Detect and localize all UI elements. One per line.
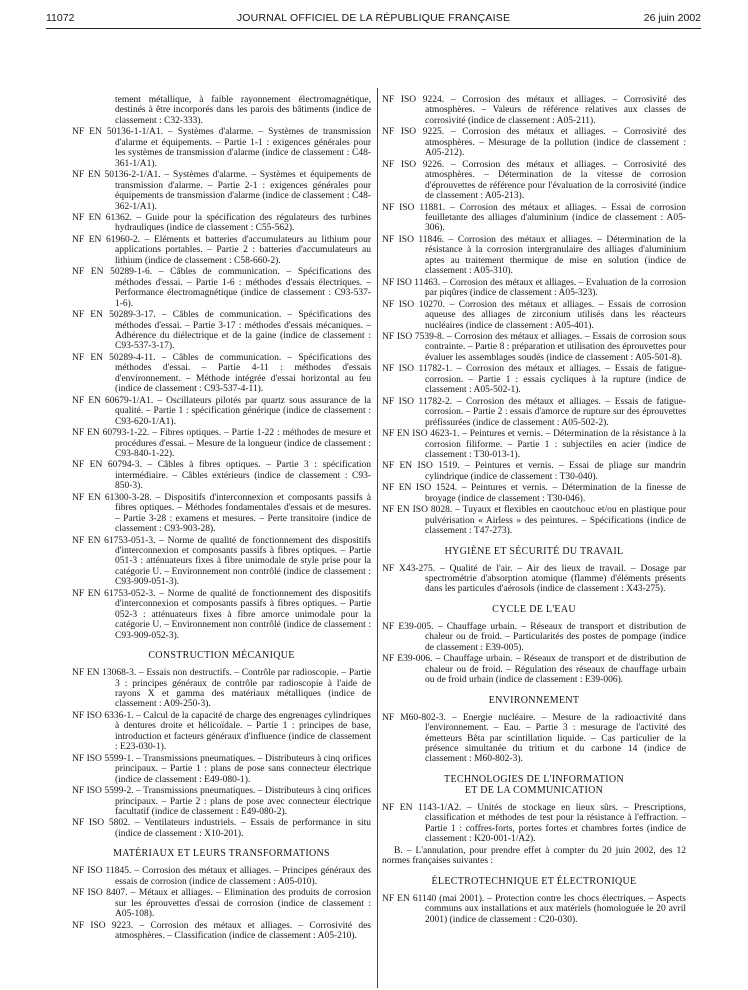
norm-entry: NF E39-006. – Chauffage urbain. – Réseaux de transport et de distribution de chaleur ou de froid. – Régulation des réseaux de chauffage urbain ou de froid urbain (indice de classement : E39-006). — [382, 654, 686, 686]
norm-entry-continued: tement métallique, à faible rayonnement électromagnétique, destinés à être incorporés dans les parois des bâtiments (indice de classement : C32-333). — [115, 95, 371, 126]
left-column — [72, 95, 371, 943]
norm-entry: NF ISO 11782-2. – Corrosion des métaux et alliages. – Essais de fatigue-corrosion. – Partie 2 : essais d'amorce de rupture sur des éprouvettes préfissurées (indice de classement : A05-502-2). — [382, 396, 686, 428]
norm-entry: NF X43-275. – Qualité de l'air. – Air des lieux de travail. – Dosage par spectrométrie d'absorption atomique (flamme) d'éléments présents dans les particules d'aérosols (indice de classement : X43-275). — [382, 563, 686, 595]
norm-entry: NF EN 50136-1-1/A1. – Systèmes d'alarme. – Systèmes de transmission d'alarme et équipements. – Partie 1-1 : exigences générales pour les systèmes de transmission d'alarme (indice de classement : C48-361-1/A1). — [72, 127, 371, 169]
norm-entry: NF EN 60679-1/A1. – Oscillateurs pilotés par quartz sous assurance de la qualité. – Partie 1 : spécification générique (indice de classement : C93-620-1/A1). — [72, 395, 371, 427]
paragraph: B. – L'annulation, pour prendre effet à compter du 20 juin 2002, des 12 normes françaises suivantes : — [382, 845, 686, 867]
norm-entry: NF ISO 11846. – Corrosion des métaux et alliages. – Détermination de la résistance à la corrosion intergranulaire des alliages d'aluminium aptes au traitement thermique de mise en solution (indice de classement : A05-310). — [382, 234, 686, 277]
section-heading: MATÉRIAUX ET LEURS TRANSFORMATIONS — [113, 848, 330, 860]
norm-entry: NF M60-802-3. – Energie nucléaire. – Mesure de la radioactivité dans l'environnement. – Eau. – Partie 3 : mesurage de l'activité des émetteurs Bêta par scintillation liquide. – Cas particulier de la présence simultanée du tritium et du carbone 14 (indice de classement : M60-802-3). — [382, 712, 686, 765]
section-heading: CONSTRUCTION MÉCANIQUE — [148, 650, 295, 662]
norm-entry: NF ISO 5599-2. – Transmissions pneumatiques. – Distributeurs à cinq orifices principaux. – Partie 2 : plans de pose avec connecteur électrique facultatif (indice de classement : E49-080-2). — [72, 786, 371, 817]
norm-entry: NF ISO 10270. – Corrosion des métaux et alliages. – Essais de corrosion aqueuse des alliages de zirconium utilisés dans les réacteurs nucléaires (indice de classement : A05-401). — [382, 299, 686, 331]
norm-entry: NF ISO 11782-1. – Corrosion des métaux et alliages. – Essais de fatigue-corrosion. – Partie 1 : essais cycliques à la rupture (indice de classement : A05-502-1). — [382, 364, 686, 396]
page-number: 11072 — [46, 12, 75, 24]
norm-entry: NF EN ISO 4623-1. – Peintures et vernis. – Détermination de la résistance à la corrosion filiforme. – Partie 1 : subjectiles en acier (indice de classement : T30-013-1). — [382, 429, 686, 460]
section-heading: ENVIRONNEMENT — [488, 694, 580, 706]
section-heading: HYGIÈNE ET SÉCURITÉ DU TRAVAIL — [444, 545, 624, 557]
norm-entry: NF EN 61300-3-28. – Dispositifs d'interconnexion et composants passifs à fibres optiques. – Méthodes fondamentales d'essais et de mesures. – Partie 3-28 : examens et mesures. – Perte transitoire (indice de classement : C93-903-28). — [72, 492, 371, 535]
norm-entry: NF ISO 11463. – Corrosion des métaux et alliages. – Evaluation de la corrosion par piqûres (indice de classement : A05-323). — [382, 277, 686, 299]
norm-entry: NF EN 50136-2-1/A1. – Systèmes d'alarme. – Systèmes et équipements de transmission d'alarme. – Partie 2-1 : exigences générales pour équipements de transmission d'alarme (indice de classement : C48-362-1/A1). — [72, 170, 371, 212]
norm-entry: NF EN 50289-4-11. – Câbles de communication. – Spécifications des méthodes d'essai. – Partie 4-11 : méthodes d'essais d'environnement. – Méthode intégrée d'essai horizontal au feu (indice de classement : C93-537-4-11). — [72, 352, 371, 395]
norm-entry: NF ISO 9226. – Corrosion des métaux et alliages. – Corrosivité des atmosphères. – Détermination de la vitesse de corrosion d'éprouvettes de référence pour l'évaluation de la corrosivité (indice de classement : A05-213). — [382, 159, 686, 202]
norm-entry: NF ISO 5599-1. – Transmissions pneumatiques. – Distributeurs à cinq orifices principaux. – Partie 1 : plans de pose sans connecteur électrique (indice de classement : E49-080-1). — [72, 753, 371, 785]
norm-entry: NF EN 1143-1/A2. – Unités de stockage en lieux sûrs. – Prescriptions, classification et méthodes de test pour la résistance à l'effraction. – Partie 1 : coffres-forts, portes fortes et chambres fortes (indice de classement : K20-001-1/A2). — [382, 802, 686, 845]
section-heading: CYCLE DE L'EAU — [492, 603, 576, 615]
norm-entry: NF ISO 9224. – Corrosion des métaux et alliages. – Corrosivité des atmosphères. – Valeurs de référence relatives aux classes de corrosivité (indice de classement : A05-211). — [382, 95, 686, 126]
norm-entry: NF EN 50289-1-6. – Câbles de communication. – Spécifications des méthodes d'essai. – Partie 1-6 : méthodes d'essais électriques. – Performance électromagnétique (indice de classement : C93-537-1-6). — [72, 267, 371, 309]
norm-entry: NF EN 61753-052-3. – Norme de qualité de fonctionnement des dispositifs d'interconnexion et composants passifs à fibres optiques. – Partie 052-3 : atténuateurs fixes à fibre amorce unimodale pour la catégorie U. – Environnement non contrôlé (indice de classement : C93-909-052-3). — [72, 588, 371, 641]
issue-date: 26 juin 2002 — [643, 12, 701, 24]
norm-entry: NF ISO 9223. – Corrosion des métaux et alliages. – Corrosivité des atmosphères. – Classification (indice de classement : A05-210). — [72, 920, 371, 942]
norm-entry: NF EN 61960-2. – Eléments et batteries d'accumulateurs au lithium pour applications portables. – Partie 2 : batteries d'accumulateurs au lithium (indice de classement : C58-660-2). — [72, 234, 371, 266]
norm-entry: NF ISO 11881. – Corrosion des métaux et alliages. – Essai de corrosion feuilletante des alliages d'aluminium (indice de classement : A05-306). — [382, 202, 686, 234]
norm-entry: NF EN 60793-1-22. – Fibres optiques. – Partie 1-22 : méthodes de mesure et procédures d'essai. – Mesure de la longueur (indice de classement : C93-840-1-22). — [72, 428, 371, 459]
norm-entry: NF ISO 6336-1. – Calcul de la capacité de charge des engrenages cylindriques à dentures droite et hélicoïdale. – Partie 1 : principes de base, introduction et facteurs généraux d'influence (indice de classement : E23-030-1). — [72, 710, 371, 753]
norm-entry: NF EN 60794-3. – Câbles à fibres optiques. – Partie 3 : spécification intermédiaire. – Câbles extérieurs (indice de classement : C93-850-3). — [72, 460, 371, 492]
norm-entry: NF ISO 8407. – Métaux et alliages. – Elimination des produits de corrosion sur les éprouvettes d'essai de corrosion (indice de classement : A05-108). — [72, 888, 371, 920]
norm-entry: NF EN ISO 1524. – Peintures et vernis. – Détermination de la finesse de broyage (indice de classement : T30-046). — [382, 483, 686, 504]
norm-entry: NF E39-005. – Chauffage urbain. – Réseaux de transport et distribution de chaleur ou de froid. – Particularités des postes de pompage (indice de classement : E39-005). — [382, 621, 686, 653]
norm-entry: NF ISO 5802. – Ventilateurs industriels. – Essais de performance in situ (indice de classement : X10-201). — [72, 818, 371, 839]
section-heading: ÉLECTROTECHNIQUE ET ÉLECTRONIQUE — [431, 875, 637, 887]
norm-entry: NF EN 61362. – Guide pour la spécification des régulateurs des turbines hydrauliques (indice de classement : C55-562). — [72, 212, 371, 234]
norm-entry: NF ISO 7539-8. – Corrosion des métaux et alliages. – Essais de corrosion sous contrainte. – Partie 8 : préparation et utilisation des éprouvettes pour évaluer les assemblages soudés (indice de classement : A05-501-8). — [382, 331, 686, 363]
norm-entry: NF EN ISO 1519. – Peintures et vernis. – Essai de pliage sur mandrin cylindrique (indice de classement : T30-040). — [382, 461, 686, 482]
norm-entry: NF ISO 11845. – Corrosion des métaux et alliages. – Principes généraux des essais de corrosion (indice de classement : A05-010). — [72, 866, 371, 887]
journal-title: JOURNAL OFFICIEL DE LA RÉPUBLIQUE FRANÇAISE — [236, 12, 511, 24]
norm-entry: NF EN 61140 (mai 2001). – Protection contre les chocs électriques. – Aspects communs aux installations et aux matériels (homologuée le 20 avril 2001) (indice de classement : C20-030). — [382, 893, 686, 925]
norm-entry: NF EN 61753-051-3. – Norme de qualité de fonctionnement des dispositifs d'interconnexion et composants passifs à fibres optiques. – Partie 051-3 : atténuateurs fixes à fibre unimodale de style prise pour la catégorie U. – Environnement non contrôlé (indice de classement : C93-909-051-3). — [72, 535, 371, 588]
norm-entry: NF EN ISO 8028. – Tuyaux et flexibles en caoutchouc et/ou en plastique pour pulvérisation « Airless » des peintures. – Spécifications (indice de classement : T47-273). — [382, 505, 686, 537]
norm-entry: NF ISO 9225. – Corrosion des métaux et alliages. – Corrosivité des atmosphères. – Mesurage de la pollution (indice de classement : A05-212). — [382, 127, 686, 159]
section-heading: TECHNOLOGIES DE L'INFORMATION ET DE LA COMMUNICATION — [444, 773, 624, 796]
right-column — [382, 95, 686, 926]
norm-entry: NF EN 50289-3-17. – Câbles de communication. – Spécifications des méthodes d'essai. – Partie 3-17 : méthodes d'essais mécaniques. – Adhérence du diélectrique et de la gaine (indice de classement : C93-537-3-17). — [72, 310, 371, 352]
page-header — [46, 12, 701, 29]
norm-entry: NF EN 13068-3. – Essais non destructifs. – Contrôle par radioscopie. – Partie 3 : principes généraux de contrôle par radioscopie à l'aide de rayons X et gamma des matériaux métalliques (indice de classement : A09-250-3). — [72, 668, 371, 710]
column-divider — [377, 88, 378, 988]
